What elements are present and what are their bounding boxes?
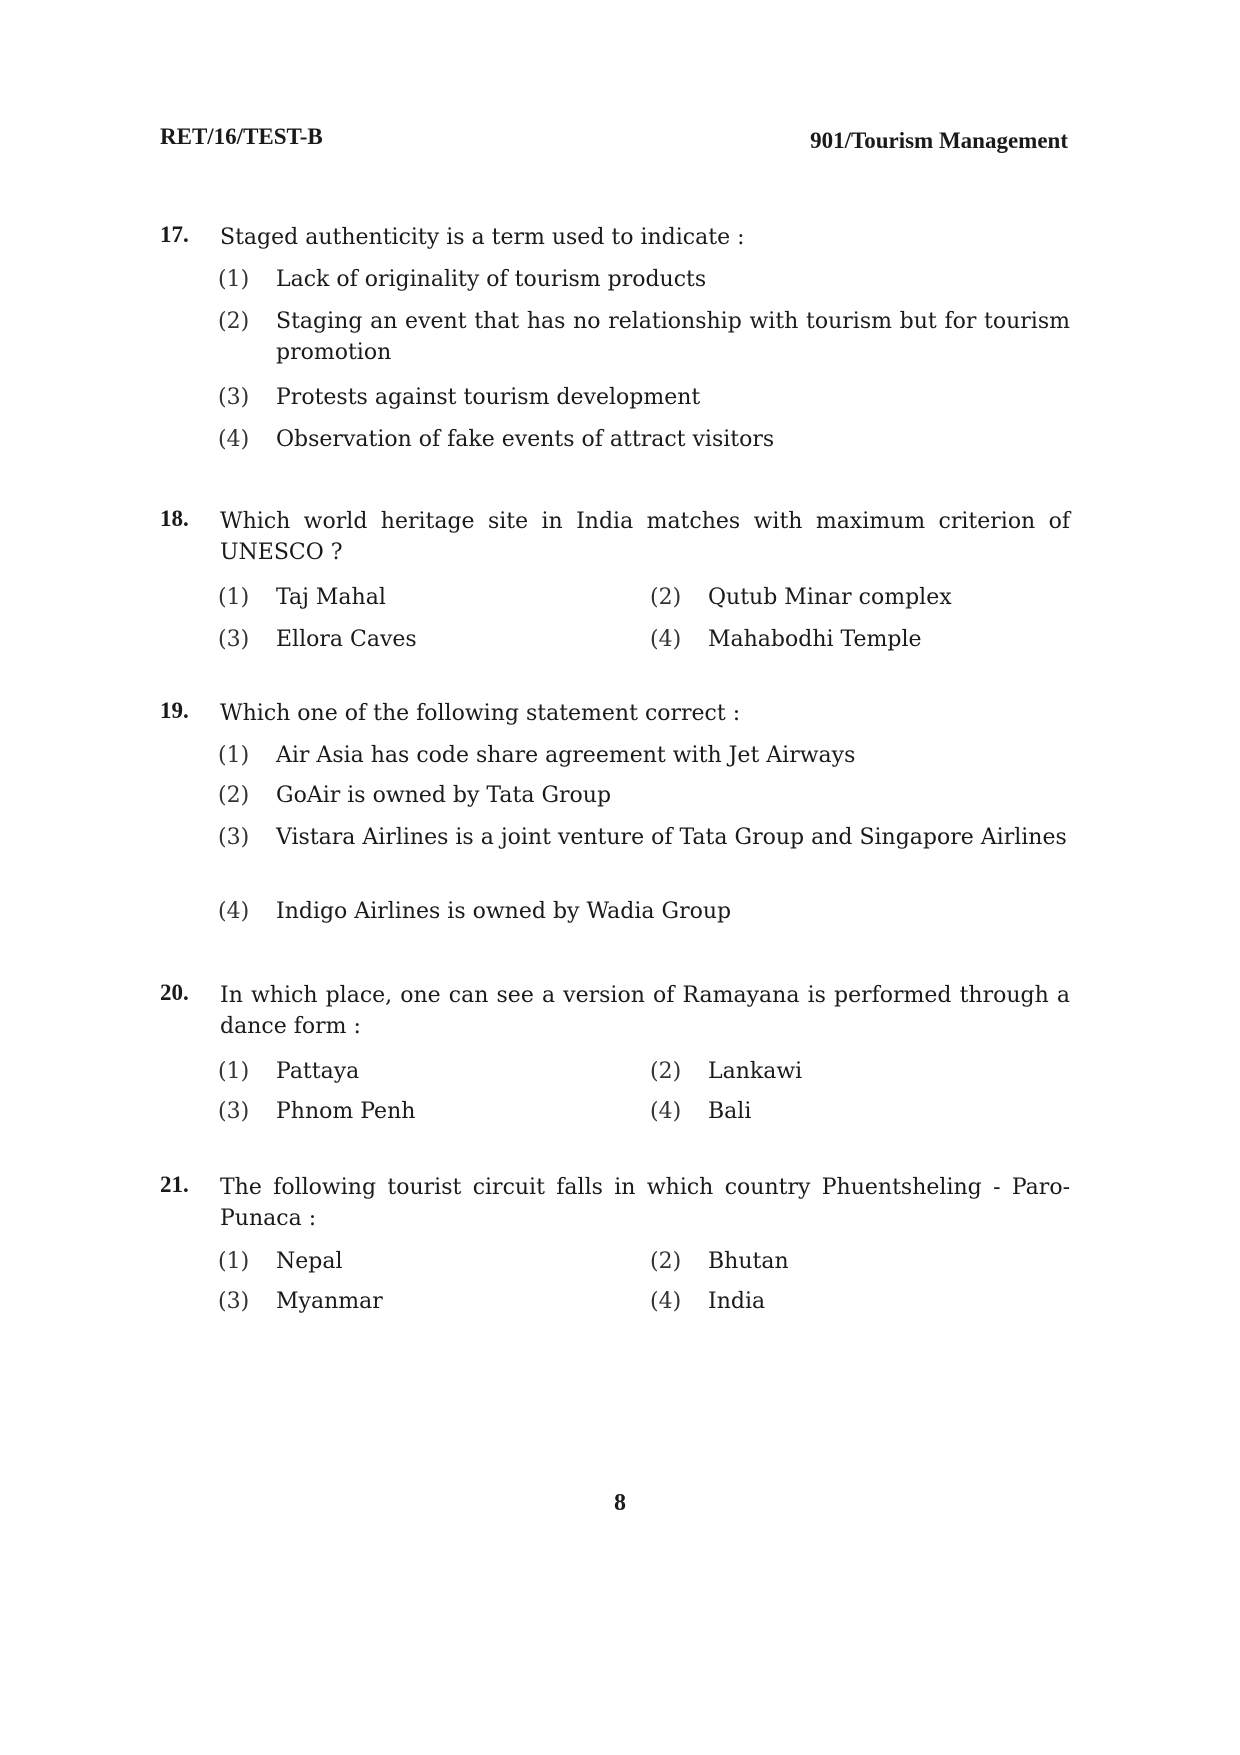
option-number: (4) <box>218 427 250 452</box>
question-text: Which world heritage site in India matches with maximum criterion of UNESCO ? <box>220 509 1070 565</box>
option-text: India <box>708 1289 766 1314</box>
option-text: Bhutan <box>708 1249 789 1274</box>
subject-title: 901/Tourism Management <box>810 128 1068 153</box>
test-code: RET/16/TEST-B <box>160 124 323 149</box>
option-text: Indigo Airlines is owned by Wadia Group <box>276 899 732 924</box>
option-number: (3) <box>218 627 250 652</box>
option-text: GoAir is owned by Tata Group <box>276 783 612 808</box>
option-text: Mahabodhi Temple <box>708 627 922 652</box>
option-text: Ellora Caves <box>276 627 417 652</box>
option-text: Nepal <box>276 1249 343 1274</box>
option-number: (2) <box>650 585 682 610</box>
option-text: Qutub Minar complex <box>708 585 952 610</box>
option-text: Myanmar <box>276 1289 383 1314</box>
option-text: Air Asia has code share agreement with Jet Airways <box>276 743 856 768</box>
option-number: (4) <box>650 1289 682 1314</box>
option-number: (4) <box>218 899 250 924</box>
question-number: 20. <box>160 980 189 1005</box>
option-text: Vistara Airlines is a joint venture of Tata Group and Singapore Airlines <box>276 825 1067 850</box>
question-text: The following tourist circuit falls in which country Phuentsheling - Paro-Punaca : <box>220 1175 1070 1231</box>
option-text: Lack of originality of tourism products <box>276 267 707 292</box>
option-number: (3) <box>218 825 250 850</box>
option-number: (1) <box>218 267 250 292</box>
option-number: (2) <box>218 783 250 808</box>
option-number: (2) <box>650 1249 682 1274</box>
question-text: Staged authenticity is a term used to indicate : <box>220 225 745 250</box>
option-text: Lankawi <box>708 1059 803 1084</box>
option-number: (2) <box>650 1059 682 1084</box>
option-number: (4) <box>650 1099 682 1124</box>
page-number: 8 <box>614 1490 626 1516</box>
option-number: (4) <box>650 627 682 652</box>
option-text: Observation of fake events of attract visitors <box>276 427 775 452</box>
option-text: Taj Mahal <box>276 585 386 610</box>
option-number: (2) <box>218 309 250 334</box>
page-header <box>160 124 1068 158</box>
question-text: In which place, one can see a version of Ramayana is performed through a dance form : <box>220 983 1070 1039</box>
question-number: 17. <box>160 222 189 247</box>
question-number: 19. <box>160 698 189 723</box>
option-text: Protests against tourism development <box>276 385 701 410</box>
question-text: Which one of the following statement correct : <box>220 701 741 726</box>
option-number: (3) <box>218 1289 250 1314</box>
option-text: Staging an event that has no relationship with tourism but for tourism promotion <box>276 309 1070 365</box>
option-text: Phnom Penh <box>276 1099 416 1124</box>
option-number: (1) <box>218 1249 250 1274</box>
question-number: 18. <box>160 506 189 531</box>
option-text: Pattaya <box>276 1059 360 1084</box>
option-number: (1) <box>218 585 250 610</box>
option-text: Bali <box>708 1099 752 1124</box>
option-number: (3) <box>218 1099 250 1124</box>
option-number: (1) <box>218 743 250 768</box>
question-number: 21. <box>160 1172 189 1197</box>
option-number: (1) <box>218 1059 250 1084</box>
option-number: (3) <box>218 385 250 410</box>
